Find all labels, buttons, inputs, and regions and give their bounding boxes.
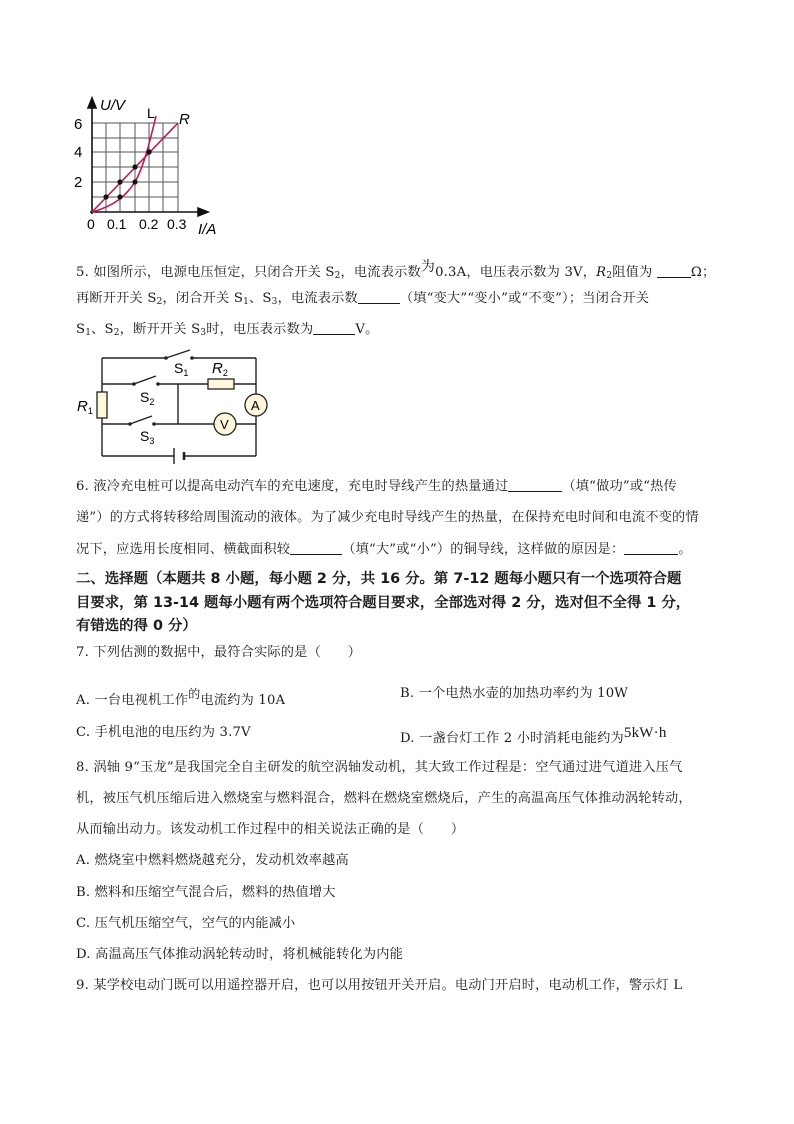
q8-line1: 8. 涡轴 9“玉龙”是我国完全自主研发的航空涡轴发动机，其大致工作过程是：空气通过进气道进入压气 [76, 760, 683, 775]
q7-option-a[interactable]: A. 一台电视机工作的电流约为 10A [76, 687, 286, 708]
q8-option-a[interactable]: A. 燃烧室中燃料燃烧越充分，发动机效率越高 [76, 853, 349, 868]
section2-heading-line2: 目要求，第 13-14 题每小题有两个选项符合题目要求，全部选对得 2 分，选对但不全得 1 分， [76, 595, 691, 611]
x-tick-0: 0 [87, 216, 95, 232]
q5-blank-2[interactable] [358, 289, 400, 304]
x-tick-0.3: 0.3 [167, 216, 187, 232]
resistor-r1 [97, 392, 107, 418]
y-tick-6: 6 [74, 116, 83, 133]
x-axis-label: I/A [198, 221, 217, 236]
q7-option-d[interactable]: D. 一盏台灯工作 2 小时消耗电能约为5kW·h [400, 725, 667, 746]
u-i-graph [74, 96, 234, 236]
q8-option-b[interactable]: B. 燃料和压缩空气混合后，燃料的热值增大 [76, 885, 336, 900]
x-tick-0.1: 0.1 [107, 216, 127, 232]
q8-option-d[interactable]: D. 高温高压气体推动涡轮转动时，将机械能转化为内能 [76, 947, 403, 962]
q8-line2: 机，被压气机压缩后进入燃烧室与燃料混合，燃料在燃烧室燃烧后，产生的高温高压气体推动涡轮转动， [76, 791, 692, 806]
label-s2: $S_2$ [140, 389, 155, 407]
label-s3: $S_3$ [140, 428, 155, 446]
q5-blank-1[interactable] [657, 263, 691, 278]
q8-option-c[interactable]: C. 压气机压缩空气，空气的内能减小 [76, 916, 296, 931]
q6-blank-2[interactable] [290, 540, 342, 555]
q9-line1: 9. 某学校电动门既可以用遥控器开启，也可以用按钮开关开启。电动门开启时，电动机工作，警示灯 L [76, 978, 683, 993]
label-s1: $S_1$ [174, 360, 189, 378]
label-r2: $R_2$ [212, 360, 228, 378]
section2-heading-line1: 二、选择题（本题共 8 小题，每小题 2 分，共 16 分。第 7-12 题每小题只有一个选项符合题 [76, 571, 682, 587]
q5-line1: 5. 如图所示，电源电压恒定，只闭合开关 $S_2$，电流表示数为0.3A，电压表示数为 3V，$R_2$阻值为 Ω； [76, 259, 716, 281]
q6-blank-1[interactable] [508, 477, 562, 492]
q6-line3: 况下，应选用长度相同、横截面积较 （填“大”或“小”）的铜导线，这样做的原因是： 。 [76, 542, 692, 557]
line-r-label: R [179, 111, 190, 128]
svg-text:V: V [220, 417, 229, 432]
y-tick-4: 4 [74, 144, 83, 161]
q5-line2: 再断开开关 $S_2$，闭合开关 $S_1$、$S_3$，电流表示数 （填“变大”“变小”或“不变”）；当闭合开关 [76, 291, 650, 307]
q8-line3: 从而输出动力。该发动机工作过程中的相关说法正确的是（ ） [76, 822, 465, 837]
battery [174, 448, 184, 464]
y-tick-2: 2 [74, 174, 83, 191]
q5-blank-3[interactable] [313, 320, 355, 335]
section2-heading-line3: 有错选的得 0 分） [76, 618, 197, 634]
curve-l-label: L [147, 105, 155, 121]
q6-line2: 递”）的方式将转移给周围流动的液体。为了减少充电时导线产生的热量，在保持充电时间和电流不变的情 [76, 510, 699, 525]
x-tick-0.2: 0.2 [139, 216, 159, 232]
y-axis-label: U/V [100, 97, 126, 114]
label-r1: $R_1$ [77, 398, 93, 416]
q6-blank-3[interactable] [624, 540, 678, 555]
q7-option-b[interactable]: B. 一个电热水壶的加热功率约为 10W [400, 686, 629, 701]
curve-l [92, 116, 156, 212]
svg-text:A: A [251, 398, 260, 413]
q5-line3: $S_1$、$S_2$，断开开关 $S_3$时，电压表示数为 V。 [76, 322, 379, 338]
circuit-diagram [74, 346, 284, 470]
q7-stem: 7. 下列估测的数据中，最符合实际的是（ ） [76, 645, 362, 660]
resistor-r2 [208, 379, 234, 389]
q7-option-c[interactable]: C. 手机电池的电压约为 3.7V [76, 725, 251, 740]
q6-line1: 6. 液冷充电桩可以提高电动汽车的充电速度，充电时导线产生的热量通过 （填“做功”或“热传 [76, 479, 677, 494]
